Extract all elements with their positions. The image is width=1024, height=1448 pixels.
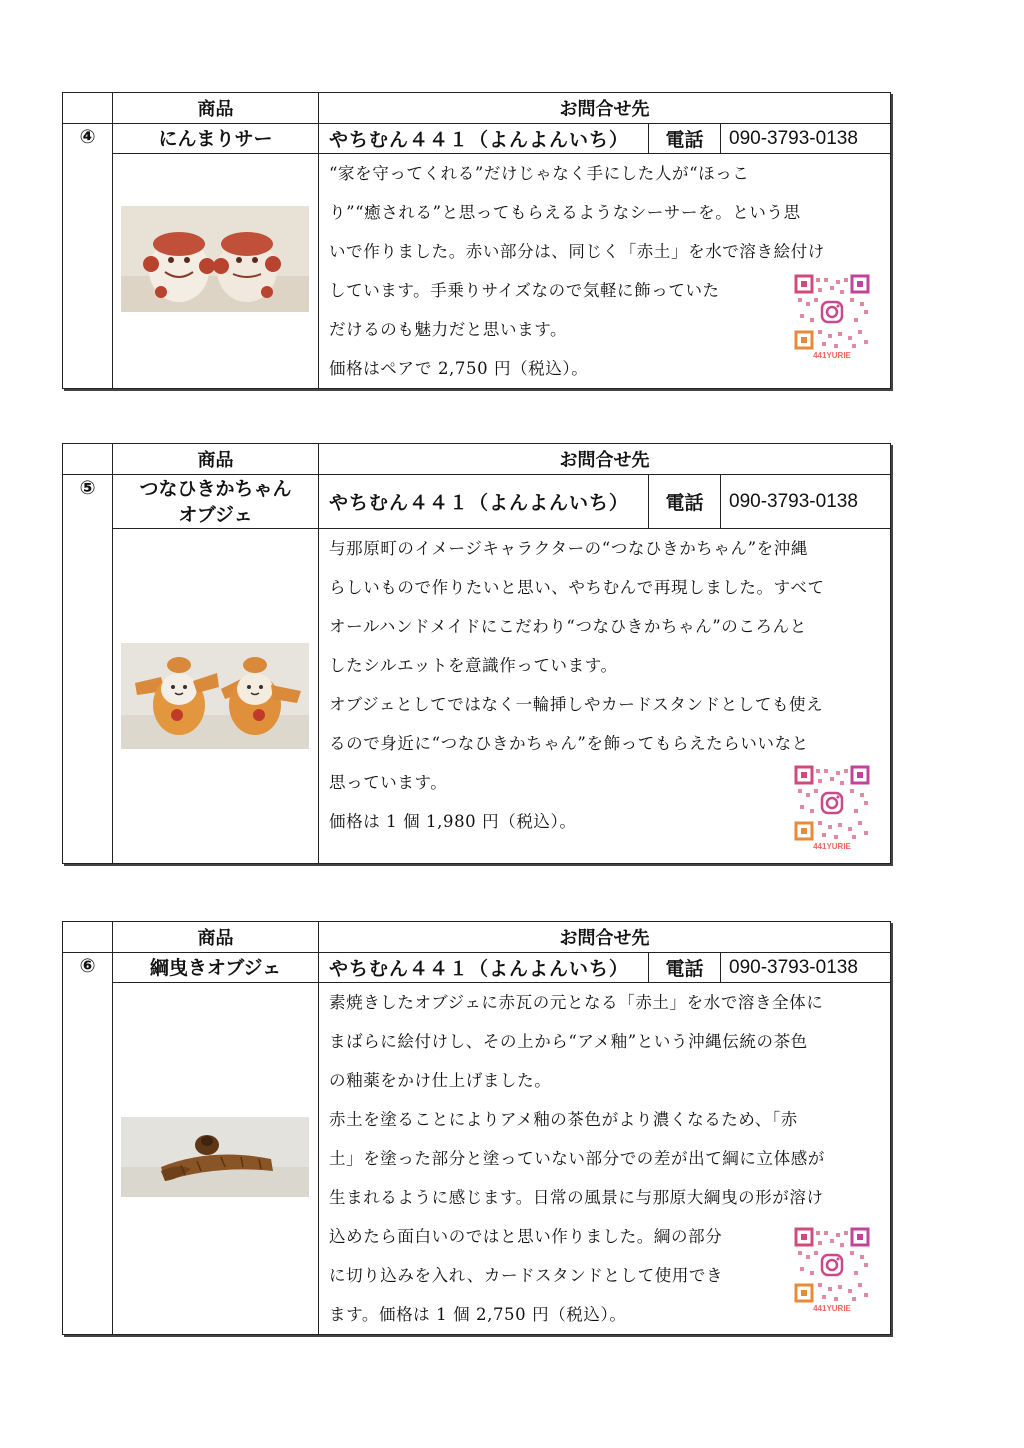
tel-label: 電話 [649, 124, 721, 154]
qr-label: 441YURIE [813, 842, 851, 851]
description-line: 価格は 1 個 1,980 円（税込）。 [329, 812, 577, 831]
description-line: の釉薬をかけ仕上げました。 [329, 1071, 552, 1090]
product-name: 綱曳きオブジェ [113, 953, 319, 983]
phone-number: 090-3793-0138 [721, 475, 891, 529]
shop-name: やちむん４４１（よんよんいち） [319, 475, 649, 529]
description-line: り”“癒される”と思ってもらえるようなシーサーを。という思 [329, 203, 801, 222]
description-line: ます。価格は 1 個 2,750 円（税込）。 [329, 1305, 627, 1324]
phone-number: 090-3793-0138 [721, 953, 891, 983]
shisa-pair-photo [121, 206, 309, 312]
product-name-line2: オブジェ [178, 503, 253, 526]
description-line: オールハンドメイドにこだわり“つなひきかちゃん”のころんと [329, 617, 807, 636]
tsunahiki-kachan-photo [121, 643, 309, 749]
header-product: 商品 [113, 444, 319, 475]
product-photo-cell [113, 983, 319, 1335]
description-line: に切り込みを入れ、カードスタンドとして使用でき [329, 1266, 724, 1285]
description-line: いで作りました。赤い部分は、同じく「赤土」を水で溶き絵付け [329, 242, 825, 261]
instagram-qr-code [794, 1227, 870, 1313]
description-line: オブジェとしてではなく一輪挿しやカードスタンドとしても使え [329, 695, 824, 714]
description-line: 土」を塗った部分と塗っていない部分での差が出て綱に立体感が [329, 1149, 825, 1168]
description-line: “家を守ってくれる”だけじゃなく手にした人が“ほっこ [329, 164, 750, 183]
description-line: 与那原町のイメージキャラクターの“つなひきかちゃん”を沖縄 [329, 539, 808, 558]
product-photo-cell [113, 154, 319, 389]
header-contact: お問合せ先 [319, 93, 891, 124]
qr-code-icon [794, 274, 870, 350]
shop-name: やちむん４４１（よんよんいち） [319, 124, 649, 154]
header-contact: お問合せ先 [319, 922, 891, 953]
description-line: 生まれるように感じます。日常の風景に与那原大綱曳の形が溶け [329, 1188, 824, 1207]
description-line: 込めたら面白いのではと思い作りました。綱の部分 [329, 1227, 723, 1246]
product-photo-cell [113, 529, 319, 864]
tsunahiki-object-photo [121, 1117, 309, 1197]
description-line: だけるのも魅力だと思います。 [329, 320, 568, 339]
product-description [319, 983, 891, 1335]
description-line: 価格はペアで 2,750 円（税込）。 [329, 359, 589, 378]
header-contact: お問合せ先 [319, 444, 891, 475]
product-table-6 [62, 921, 891, 1335]
phone-number: 090-3793-0138 [721, 124, 891, 154]
description-line: らしいもので作りたいと思い、やちむんで再現しました。すべて [329, 578, 825, 597]
product-table-5 [62, 443, 891, 864]
header-product: 商品 [113, 922, 319, 953]
product-description [319, 154, 891, 389]
item-number: ④ [63, 124, 113, 389]
description-line: 素焼きしたオブジェに赤瓦の元となる「赤土」を水で溶き全体に [329, 993, 824, 1012]
qr-label: 441YURIE [813, 1304, 851, 1313]
qr-label: 441YURIE [813, 351, 851, 360]
item-number: ⑥ [63, 953, 113, 1335]
product-table-4 [62, 92, 891, 389]
tel-label: 電話 [649, 953, 721, 983]
product-name [113, 475, 319, 529]
tel-label: 電話 [649, 475, 721, 529]
description-line: したシルエットを意識作っています。 [329, 656, 618, 675]
description-line: るので身近に“つなひきかちゃん”を飾ってもらえたらいいなと [329, 734, 809, 753]
instagram-qr-code [794, 274, 870, 360]
description-line: しています。手乗りサイズなので気軽に飾っていた [329, 281, 720, 300]
header-product: 商品 [113, 93, 319, 124]
qr-code-icon [794, 1227, 870, 1303]
description-line: まばらに絵付けし、その上から“アメ釉”という沖縄伝統の茶色 [329, 1032, 808, 1051]
item-number: ⑤ [63, 475, 113, 864]
product-name: にんまりサー [113, 124, 319, 154]
product-description [319, 529, 891, 864]
shop-name: やちむん４４１（よんよんいち） [319, 953, 649, 983]
instagram-qr-code [794, 765, 870, 851]
qr-code-icon [794, 765, 870, 841]
product-name-line1: つなひきかちゃん [139, 477, 292, 500]
description-line: 赤土を塗ることによりアメ釉の茶色がより濃くなるため、「赤 [329, 1110, 798, 1129]
description-line: 思っています。 [329, 773, 448, 792]
